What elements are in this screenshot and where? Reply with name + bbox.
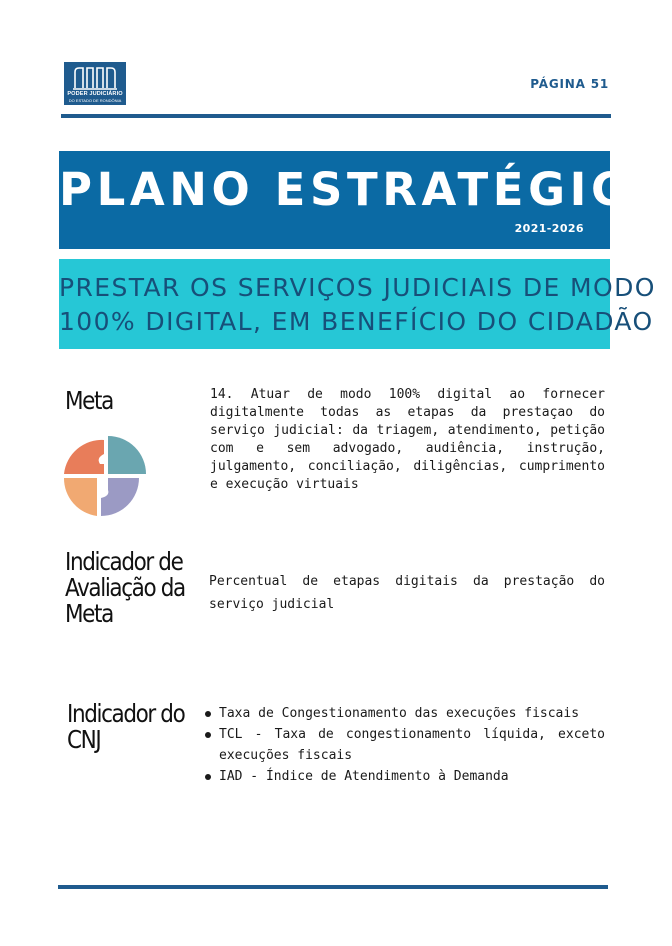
indicador-cnj-label-line-1: Indicador do	[67, 699, 185, 728]
indicador-cnj-list	[205, 703, 605, 787]
bottom-divider	[58, 885, 608, 889]
indicador-avaliacao-label-line-3: Meta	[65, 599, 113, 628]
objective-line-2: 100% DIGITAL, EM BENEFÍCIO DO CIDADÃO	[59, 307, 654, 336]
page-title: PLANO ESTRATÉGICO	[59, 163, 672, 216]
bullet-icon	[205, 732, 211, 738]
indicador-avaliacao-label-line-1: Indicador de	[65, 547, 183, 576]
quadrant-pie-icon	[60, 432, 150, 522]
indicador-avaliacao-label	[65, 549, 185, 627]
quadrant-bottom-right	[101, 478, 139, 516]
bullet-icon	[205, 711, 211, 717]
list-item-text: IAD - Índice de Atendimento à Demanda	[219, 769, 509, 784]
indicador-cnj-label	[67, 701, 184, 753]
bullet-icon	[205, 774, 211, 780]
list-item	[205, 724, 605, 766]
indicador-avaliacao-text: Percentual de etapas digitais da prestação do serviço judicial	[209, 574, 605, 612]
logo-line2: DO ESTADO DE RONDÔNIA	[68, 98, 122, 103]
plan-years: 2021-2026	[514, 222, 584, 235]
quadrant-top-left	[64, 440, 104, 474]
list-item	[205, 766, 605, 787]
indicador-cnj-label-line-2: CNJ	[67, 725, 101, 754]
objective-line-1: PRESTAR OS SERVIÇOS JUDICIAIS DE MODO	[59, 273, 656, 302]
meta-label: Meta	[65, 386, 113, 415]
list-item-text: TCL - Taxa de congestionamento líquida, exceto execuções fiscais	[219, 727, 605, 763]
indicador-avaliacao-label-line-2: Avaliação da	[65, 573, 185, 602]
top-divider	[61, 114, 611, 118]
list-item	[205, 703, 605, 724]
logo-line1: PODER JUDICIÁRIO	[67, 91, 123, 97]
meta-description: 14. Atuar de modo 100% digital ao fornecer digitalmente todas as etapas da prestaçao do serviço judicial: da triagem, atendimento, petição com e sem advogado, audiência, instrução, julgamento, conciliação, diligências, cumprimento e execução virtuais	[210, 387, 605, 492]
strategic-objective	[59, 259, 656, 349]
page-number: PÁGINA 51	[530, 77, 609, 91]
courthouse-columns-icon	[73, 66, 117, 90]
court-logo	[64, 62, 126, 105]
title-banner	[59, 151, 672, 249]
quadrant-top-right	[108, 436, 146, 474]
list-item-text: Taxa de Congestionamento das execuções fiscais	[219, 706, 580, 721]
quadrant-bottom-left	[64, 478, 97, 516]
